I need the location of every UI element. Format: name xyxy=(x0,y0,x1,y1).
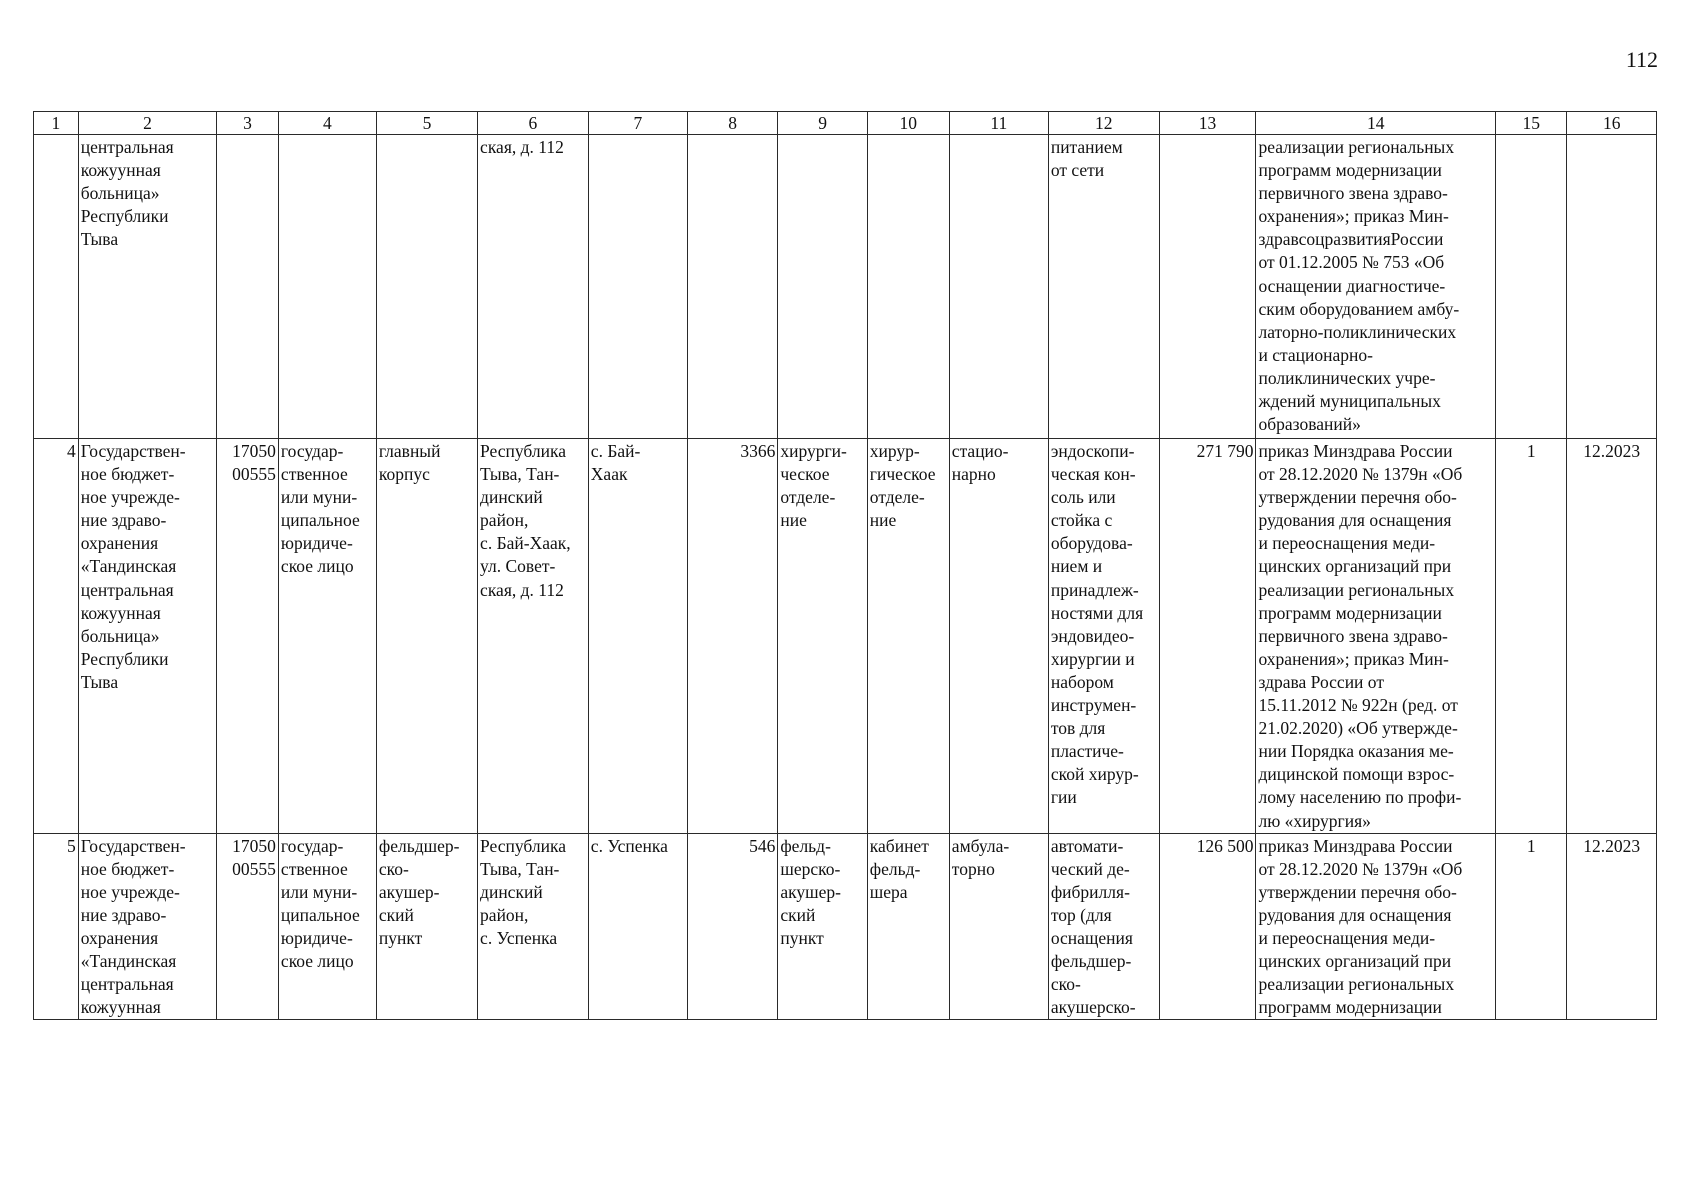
code-cell xyxy=(217,135,279,439)
table-row xyxy=(34,833,1657,1020)
column-header: 5 xyxy=(376,112,477,135)
address-cell: Республика Тыва, Тан- динский район, с. Успенка xyxy=(478,833,589,1020)
column-header: 16 xyxy=(1567,112,1657,135)
equipment-cell: питанием от сети xyxy=(1048,135,1159,439)
column-header: 14 xyxy=(1256,112,1496,135)
row-number-cell: 4 xyxy=(34,439,79,834)
column-header: 11 xyxy=(949,112,1048,135)
building-cell xyxy=(376,135,477,439)
column-header: 3 xyxy=(217,112,279,135)
column-header: 8 xyxy=(687,112,778,135)
equipment-cell: автомати- ческий де- фибрилля- тор (для оснащения фельдшер- ско- акушерско- xyxy=(1048,833,1159,1020)
row-number-cell: 5 xyxy=(34,833,79,1020)
population-cell: 3366 xyxy=(687,439,778,834)
regulation-cell: приказ Минздрава России от 28.12.2020 № 1379н «Об утверждении перечня обо- рудования для оснащения и переоснащения меди- цинских организаций при реализации региональных программ модернизации первичного звена здраво- охранения»; приказ Мин- здрава России от 15.11.2012 № 922н (ред. от 21.02.2020) «Об утвержде- нии Порядка оказания ме- дицинской помощи взрос- лому населению по профи- лю «хирургия» xyxy=(1256,439,1496,834)
code-cell: 17050 00555 xyxy=(217,439,279,834)
column-header: 4 xyxy=(278,112,376,135)
date-cell: 12.2023 xyxy=(1567,439,1657,834)
care-form-cell xyxy=(949,135,1048,439)
column-header: 1 xyxy=(34,112,79,135)
department-cell: хирурги- ческое отделе- ние xyxy=(778,439,867,834)
column-header: 7 xyxy=(588,112,687,135)
unit-cell: хирур- гическое отделе- ние xyxy=(867,439,949,834)
cost-cell: 126 500 xyxy=(1159,833,1256,1020)
code-cell: 17050 00555 xyxy=(217,833,279,1020)
organization-cell: центральная кожуунная больница» Республики Тыва xyxy=(78,135,216,439)
population-cell xyxy=(687,135,778,439)
settlement-cell: с. Бай- Хаак xyxy=(588,439,687,834)
entity-type-cell xyxy=(278,135,376,439)
column-header: 13 xyxy=(1159,112,1256,135)
population-cell: 546 xyxy=(687,833,778,1020)
settlement-cell: с. Успенка xyxy=(588,833,687,1020)
department-cell: фельд- шерско- акушер- ский пункт xyxy=(778,833,867,1020)
quantity-cell: 1 xyxy=(1496,439,1567,834)
quantity-cell: 1 xyxy=(1496,833,1567,1020)
address-cell: ская, д. 112 xyxy=(478,135,589,439)
organization-cell: Государствен- ное бюджет- ное учрежде- ние здраво- охранения «Тандинская центральная кожуунная больница» Республики Тыва xyxy=(78,439,216,834)
column-header: 12 xyxy=(1048,112,1159,135)
organization-cell: Государствен- ное бюджет- ное учрежде- ние здраво- охранения «Тандинская центральная кожуунная xyxy=(78,833,216,1020)
address-cell: Республика Тыва, Тан- динский район, с. Бай-Хаак, ул. Совет- ская, д. 112 xyxy=(478,439,589,834)
building-cell: фельдшер- ско- акушер- ский пункт xyxy=(376,833,477,1020)
column-header: 9 xyxy=(778,112,867,135)
entity-type-cell: государ- ственное или муни- ципальное юридиче- ское лицо xyxy=(278,833,376,1020)
equipment-cell: эндоскопи- ческая кон- соль или стойка с оборудова- нием и принадлеж- ностями для эндовидео- хирургии и набором инструмен- тов для пластиче- ской хирур- гии xyxy=(1048,439,1159,834)
date-cell: 12.2023 xyxy=(1567,833,1657,1020)
date-cell xyxy=(1567,135,1657,439)
department-cell xyxy=(778,135,867,439)
table-row xyxy=(34,439,1657,834)
care-form-cell: стацио- нарно xyxy=(949,439,1048,834)
equipment-table xyxy=(33,111,1657,1020)
cost-cell: 271 790 xyxy=(1159,439,1256,834)
row-number-cell xyxy=(34,135,79,439)
table-header-row xyxy=(34,112,1657,135)
column-header: 15 xyxy=(1496,112,1567,135)
settlement-cell xyxy=(588,135,687,439)
column-header: 10 xyxy=(867,112,949,135)
cost-cell xyxy=(1159,135,1256,439)
quantity-cell xyxy=(1496,135,1567,439)
care-form-cell: амбула- торно xyxy=(949,833,1048,1020)
column-header: 2 xyxy=(78,112,216,135)
table-row xyxy=(34,135,1657,439)
regulation-cell: реализации региональных программ модернизации первичного звена здраво- охранения»; приказ Мин- здравсоцразвитияРоссии от 01.12.2005 № 753 «Об оснащении диагностиче- ским оборудованием амбу- латорно-поликлинических и стационарно- поликлинических учре- ждений муниципальных образований» xyxy=(1256,135,1496,439)
page-number: 112 xyxy=(1625,47,1658,72)
entity-type-cell: государ- ственное или муни- ципальное юридиче- ское лицо xyxy=(278,439,376,834)
unit-cell xyxy=(867,135,949,439)
unit-cell: кабинет фельд- шера xyxy=(867,833,949,1020)
column-header: 6 xyxy=(478,112,589,135)
regulation-cell: приказ Минздрава России от 28.12.2020 № 1379н «Об утверждении перечня обо- рудования для оснащения и переоснащения меди- цинских организаций при реализации региональных программ модернизации xyxy=(1256,833,1496,1020)
building-cell: главный корпус xyxy=(376,439,477,834)
